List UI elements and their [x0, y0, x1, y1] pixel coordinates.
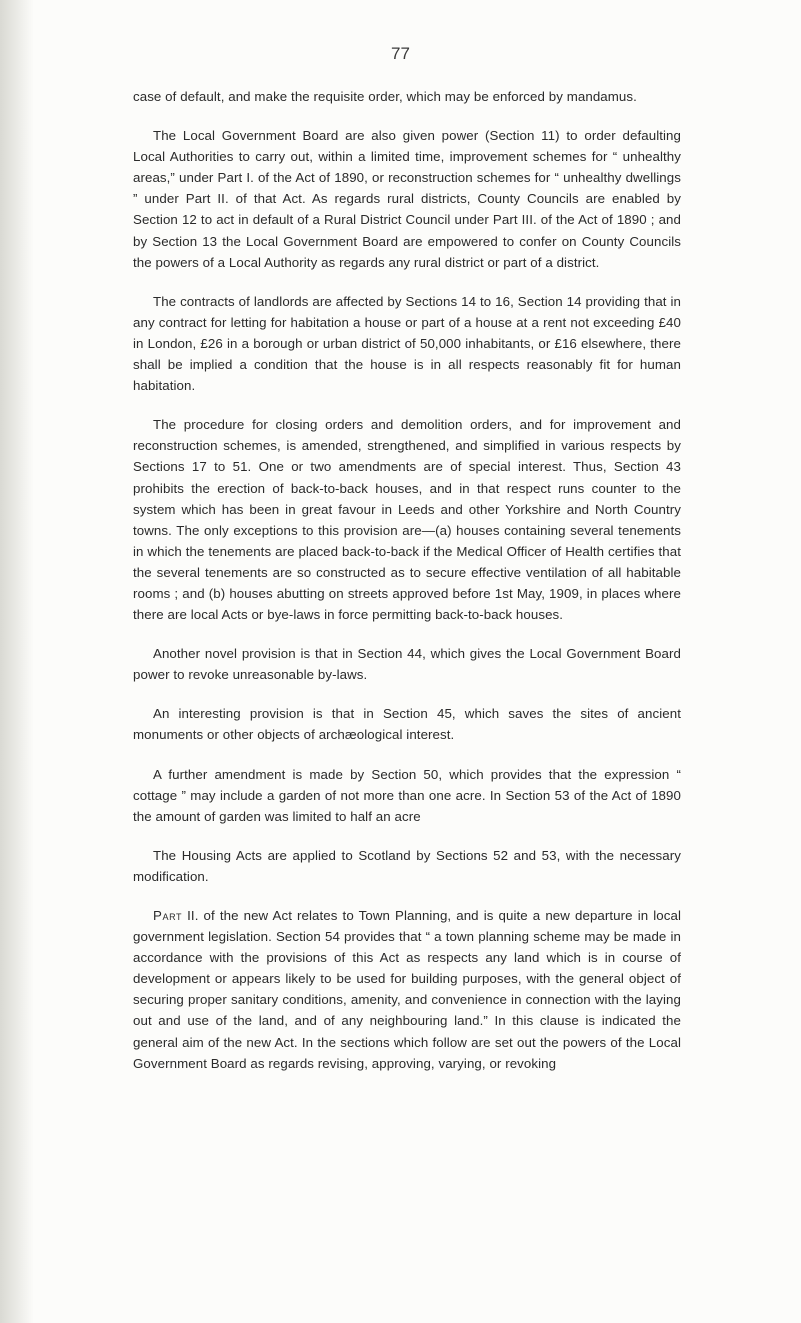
part-run-in: Part: [153, 908, 183, 923]
paragraph-closing-orders: The procedure for closing orders and demolition orders, and for improvement and reconstruction schemes, is amended, strengthened, and simplified in various respects by Sections 17 to 51. One or two amendments are of special interest. Thus, Section 43 prohibits the erection of back-to-back houses, and in that respect runs counter to the system which has been in great favour in Leeds and other Yorkshire and North Country towns. The only exceptions to this provision are—(a) houses containing several tenements in which the tenements are placed back-to-back if the Medical Officer of Health certifies that the several tenements are so constructed as to secure effective ventilation of all habitable rooms ; and (b) houses abutting on streets approved before 1st May, 1909, in places where there are local Acts or bye-laws in force permitting back-to-back houses.: [133, 417, 681, 623]
paragraph-default-powers: The Local Government Board are also given power (Section 11) to order defaulting Local Authorities to carry out, within a limited time, improvement schemes for “ unhealthy areas,” under Part I. of the Act of 1890, or reconstruction schemes for “ unhealthy dwellings ” under Part II. of that Act. As regards rural districts, County Councils are enabled by Section 12 to act in default of a Rural District Council under Part III. of the Act of 1890 ; and by Section 13 the Local Government Board are empowered to confer on County Councils the powers of a Local Authority as regards any rural district or part of a district.: [133, 128, 681, 270]
paragraph-continuation: case of default, and make the requisite order, which may be enforced by mandamus.: [133, 89, 637, 104]
page-edge-shadow: [0, 0, 34, 1323]
paragraph-scotland: The Housing Acts are applied to Scotland by Sections 52 and 53, with the necessary modification.: [133, 847, 681, 884]
town-planning-text: II. of the new Act relates to Town Planning, and is quite a new departure in local government legislation. Section 54 provides that “ a town planning scheme may be made in accordance with the provisions of this Act as respects any land which is in course of development or appears likely to be used for building purposes, with the general object of securing proper sanitary conditions, amenity, and convenience in connection with the laying out and use of the land, and of any neighbouring land.” In this clause is indicated the general aim of the new Act. In the sections which follow are set out the powers of the Local Government Board as regards revising, approving, varying, or revoking: [133, 908, 681, 1071]
body-text: [133, 86, 681, 1092]
paragraph-town-planning: [133, 905, 681, 1074]
paragraph-ancient-monuments: An interesting provision is that in Section 45, which saves the sites of ancient monuments or other objects of archæological interest.: [133, 706, 681, 743]
paragraph-cottage-garden: A further amendment is made by Section 50, which provides that the expression “ cottage ” may include a garden of not more than one acre. In Section 53 of the Act of 1890 the amount of garden was limited to half an acre: [133, 766, 681, 824]
paragraph-landlord-contracts: The contracts of landlords are affected by Sections 14 to 16, Section 14 providing that in any contract for letting for habitation a house or part of a house at a rent not exceeding £40 in London, £26 in a borough or urban district of 50,000 inhabitants, or £16 elsewhere, there shall be implied a condition that the house is in all respects reasonably fit for human habitation.: [133, 293, 681, 394]
paragraph-bylaws: Another novel provision is that in Section 44, which gives the Local Government Board power to revoke unreasonable by-laws.: [133, 646, 681, 683]
page-number: 77: [391, 44, 410, 63]
